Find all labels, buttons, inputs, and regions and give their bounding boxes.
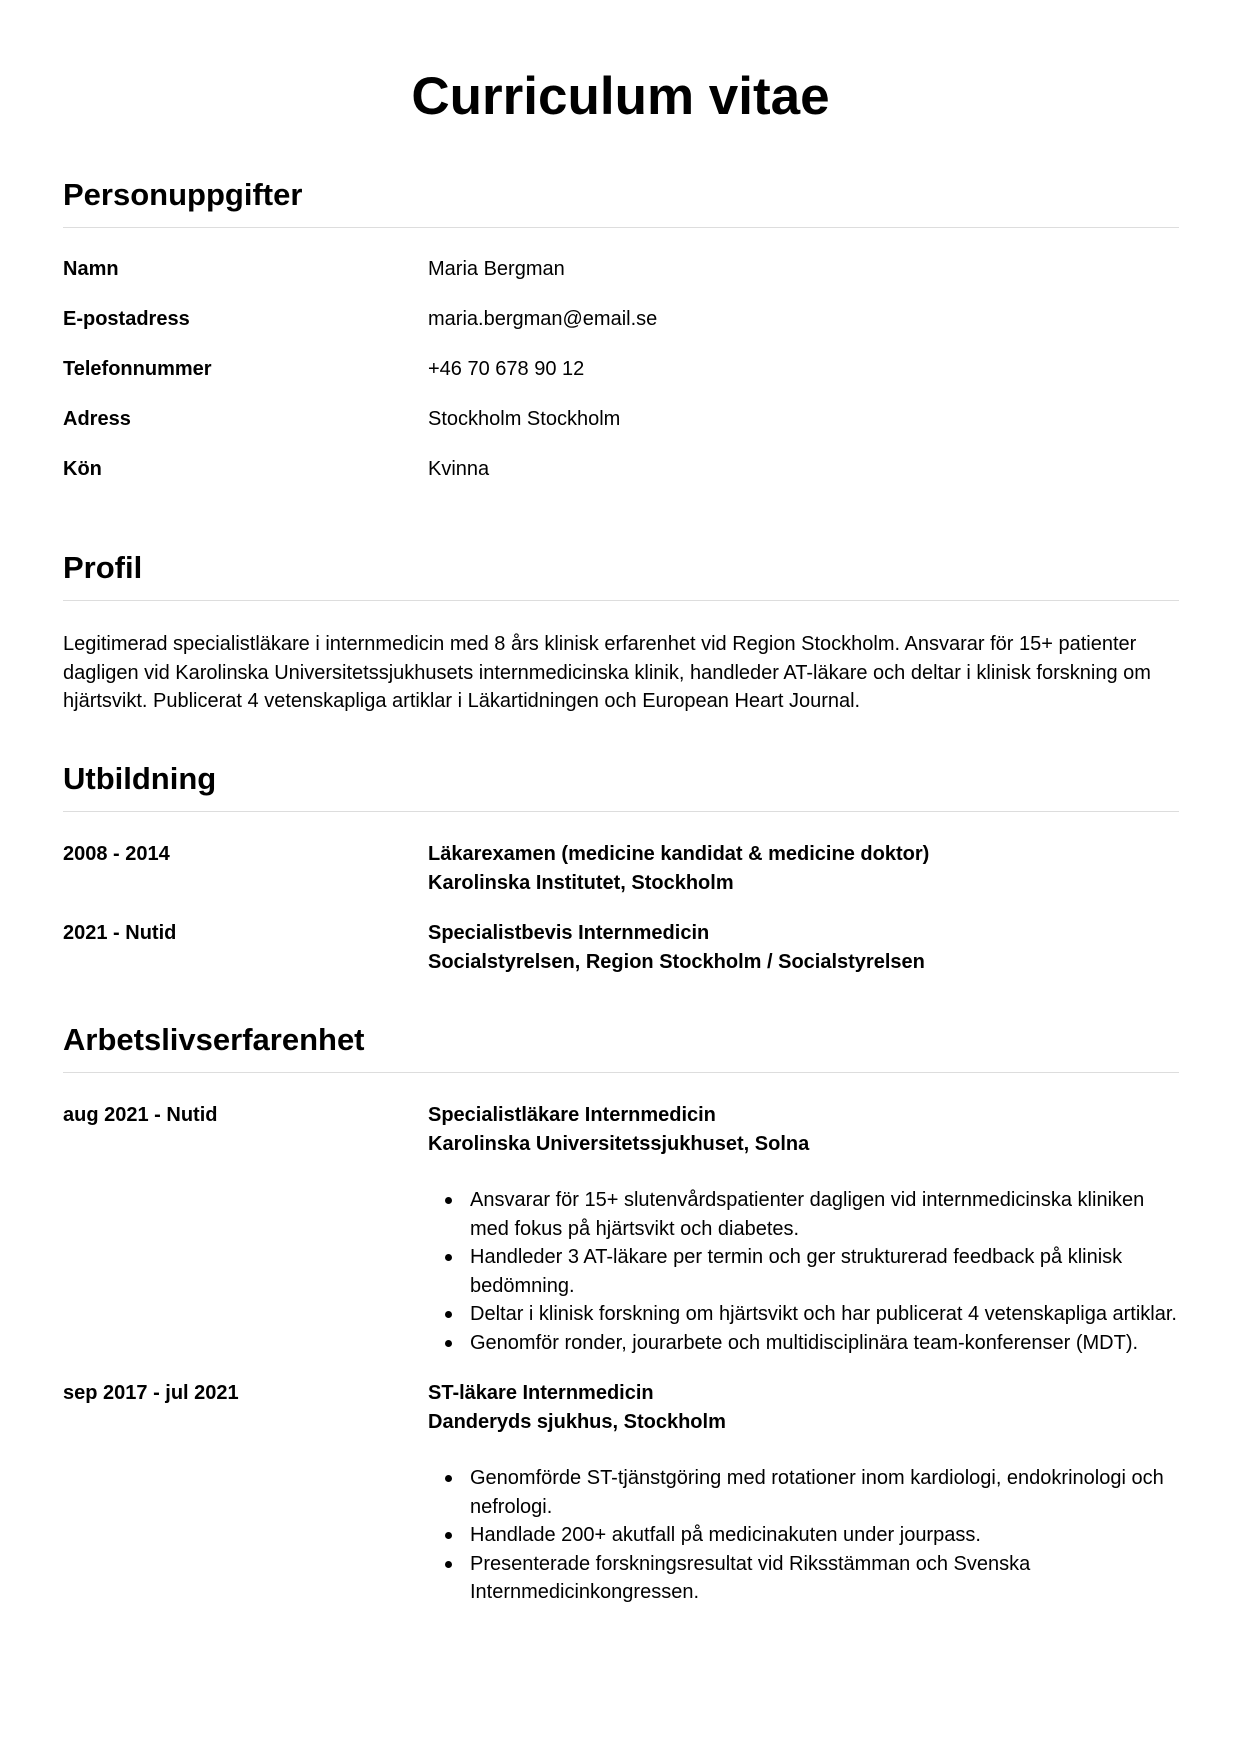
experience-section — [63, 1020, 1179, 1607]
education-body — [428, 840, 1179, 897]
education-heading: Utbildning — [63, 759, 1179, 812]
education-degree: Specialistbevis Internmedicin — [428, 922, 710, 944]
phone-value: +46 70 678 90 12 — [428, 358, 585, 380]
email-label: E-postadress — [63, 308, 190, 330]
address-value: Stockholm Stockholm — [428, 408, 621, 430]
bullet-icon — [445, 1340, 452, 1347]
name-label: Namn — [63, 258, 119, 280]
education-section — [63, 759, 1179, 976]
gender-label: Kön — [63, 458, 102, 480]
list-item: Genomför ronder, jourarbete och multidisciplinära team-konferenser (MDT). — [470, 1329, 1179, 1358]
bullet-icon — [445, 1311, 452, 1318]
job-title: Specialistläkare Internmedicin — [428, 1104, 716, 1126]
job-title: ST-läkare Internmedicin — [428, 1382, 654, 1404]
profile-text: Legitimerad specialistläkare i internmedicin med 8 års klinisk erfarenhet vid Region Stockholm. Ansvarar för 15+ patienter dagligen vid Karolinska Universitetssjukhusets internmedicinska klinik, handleder AT-läkare och deltar i klinisk forskning om hjärtsvikt. Publicerat 4 vetenskapliga artiklar i Läkartidningen och European Heart Journal. — [63, 633, 1151, 712]
list-item: Deltar i klinisk forskning om hjärtsvikt och har publicerat 4 vetenskapliga artiklar. — [470, 1300, 1179, 1329]
experience-body — [428, 1379, 1179, 1607]
list-item: Handleder 3 AT-läkare per termin och ger strukturerad feedback på klinisk bedömning. — [470, 1243, 1179, 1300]
education-entry — [63, 840, 1179, 897]
employer: Danderyds sjukhus, Stockholm — [428, 1410, 726, 1433]
address-label: Adress — [63, 408, 131, 430]
education-date: 2008 - 2014 — [63, 843, 170, 865]
document-title: Curriculum vitae — [411, 67, 830, 126]
phone-label: Telefonnummer — [63, 358, 212, 380]
education-body — [428, 919, 1179, 976]
personal-row — [63, 456, 1179, 506]
bullet-icon — [445, 1532, 452, 1539]
experience-heading: Arbetslivserfarenhet — [63, 1020, 1179, 1073]
list-item: Presenterade forskningsresultat vid Riksstämman och Svenska Internmedicinkongressen. — [470, 1550, 1179, 1607]
duties-list — [428, 1464, 1179, 1607]
bullet-icon — [445, 1561, 452, 1568]
bullet-icon — [445, 1475, 452, 1482]
education-degree: Läkarexamen (medicine kandidat & medicine doktor) — [428, 843, 930, 865]
personal-section — [63, 175, 1179, 506]
list-item: Handlade 200+ akutfall på medicinakuten under jourpass. — [470, 1521, 1179, 1550]
list-item: Ansvarar för 15+ slutenvårdspatienter dagligen vid internmedicinska kliniken med fokus på hjärtsvikt och diabetes. — [470, 1186, 1179, 1243]
profile-section — [63, 548, 1179, 716]
bullet-icon — [445, 1254, 452, 1261]
duties-list — [428, 1186, 1179, 1357]
gender-value: Kvinna — [428, 458, 490, 480]
personal-row — [63, 306, 1179, 356]
experience-entry — [63, 1379, 1179, 1607]
experience-entry — [63, 1101, 1179, 1357]
education-entry — [63, 919, 1179, 976]
experience-date: sep 2017 - jul 2021 — [63, 1382, 239, 1404]
list-item: Genomförde ST-tjänstgöring med rotationer inom kardiologi, endokrinologi och nefrologi. — [470, 1464, 1179, 1521]
personal-heading: Personuppgifter — [63, 175, 1179, 228]
education-school: Socialstyrelsen, Region Stockholm / Socialstyrelsen — [428, 950, 925, 973]
education-date: 2021 - Nutid — [63, 922, 177, 944]
personal-row — [63, 256, 1179, 306]
education-school: Karolinska Institutet, Stockholm — [428, 871, 734, 894]
experience-body — [428, 1101, 1179, 1357]
experience-date: aug 2021 - Nutid — [63, 1104, 218, 1126]
personal-row — [63, 406, 1179, 456]
email-value: maria.bergman@email.se — [428, 308, 658, 330]
personal-row — [63, 356, 1179, 406]
profile-heading: Profil — [63, 548, 1179, 601]
name-value: Maria Bergman — [428, 258, 565, 280]
bullet-icon — [445, 1197, 452, 1204]
employer: Karolinska Universitetssjukhuset, Solna — [428, 1132, 810, 1155]
